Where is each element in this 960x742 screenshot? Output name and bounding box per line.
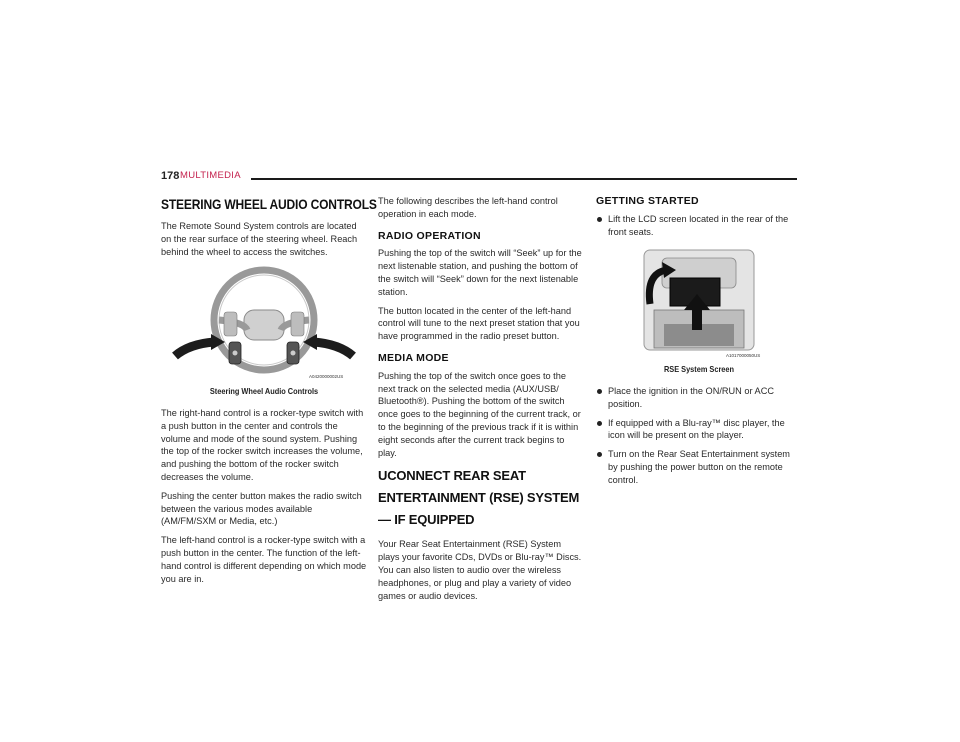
left-control-intro: The following describes the left-hand control operation in each mode. bbox=[378, 196, 558, 219]
getting-started-list-1 bbox=[596, 213, 802, 239]
bullet-icon bbox=[597, 217, 602, 222]
media-mode-heading: MEDIA MODE bbox=[378, 351, 449, 364]
radio-operation-paragraph-2: The button located in the center of the left-hand control will tune to the next preset station that you have programmed in the radio preset button. bbox=[378, 305, 580, 342]
right-control-paragraph: The right-hand control is a rocker-type switch with a push button in the center and controls the volume and mode of the sound system. Pushing the top of the rocker switch increases the volume, and pushing the bottom of the rocker switch decreases the volume. bbox=[161, 407, 364, 482]
figure-code: A0420000002US bbox=[309, 374, 344, 380]
list-item-text: Place the ignition in the ON/RUN or ACC position. bbox=[608, 385, 774, 409]
getting-started-list-2 bbox=[596, 385, 802, 487]
bullet-icon bbox=[597, 452, 602, 457]
list-item-text: Lift the LCD screen located in the rear of the front seats. bbox=[608, 213, 789, 237]
rse-paragraph: Your Rear Seat Entertainment (RSE) System plays your favorite CDs, DVDs or Blu-ray™ Discs. You can also listen to audio over the wireless headphones, or plug and play a variety of video games or audio devices. bbox=[378, 539, 582, 601]
column-2 bbox=[378, 195, 584, 608]
getting-started-heading: GETTING STARTED bbox=[596, 195, 699, 207]
steering-wheel-title: STEERING WHEEL AUDIO CONTROLS bbox=[161, 196, 377, 212]
rse-screen-illustration bbox=[604, 244, 794, 360]
section-name: MULTIMEDIA bbox=[180, 170, 241, 181]
list-item-text: Turn on the Rear Seat Entertainment system by pushing the power button on the remote control. bbox=[608, 449, 790, 485]
column-3 bbox=[596, 195, 802, 493]
bullet-icon bbox=[597, 389, 602, 394]
page-number: 178 bbox=[161, 170, 180, 182]
steering-wheel-intro: The Remote Sound System controls are located on the rear surface of the steering wheel. Reach behind the wheel to access the switches. bbox=[161, 221, 358, 257]
radio-operation-paragraph-1: Pushing the top of the switch will “Seek” up for the next listenable station, and pushing the bottom of the switch will “Seek” down for the next listenable station. bbox=[378, 248, 582, 297]
list-item bbox=[596, 448, 802, 486]
list-item bbox=[596, 213, 802, 239]
figure-caption: RSE System Screen bbox=[663, 365, 735, 375]
header-rule bbox=[251, 178, 797, 180]
column-1 bbox=[161, 195, 377, 591]
media-mode-paragraph: Pushing the top of the switch once goes to the next track on the selected media (AUX/USB/ Bluetooth®). Pushing the bottom of the switch once goes to the beginning of the current track, or to the beginning of the previous track if it is within eight seconds after the current track begins to play. bbox=[378, 370, 581, 458]
radio-operation-heading: RADIO OPERATION bbox=[378, 229, 481, 242]
figure-code: A1017000050US bbox=[726, 353, 761, 359]
list-item bbox=[596, 385, 802, 411]
steering-wheel-figure bbox=[161, 264, 367, 399]
list-item bbox=[596, 417, 802, 443]
rse-figure bbox=[596, 244, 802, 377]
bullet-icon bbox=[597, 421, 602, 426]
steering-wheel-illustration bbox=[169, 264, 359, 382]
center-button-paragraph: Pushing the center button makes the radio switch between the various modes available (AM/FM/SXM or Media, etc.) bbox=[161, 490, 362, 527]
figure-caption: Steering Wheel Audio Controls bbox=[209, 387, 319, 397]
rse-title: UCONNECT REAR SEAT ENTERTAINMENT (RSE) SYSTEM — IF EQUIPPED bbox=[378, 468, 580, 528]
left-control-paragraph: The left-hand control is a rocker-type switch with a push button in the center. The function of the left-hand control is different depending on which mode you are in. bbox=[161, 535, 367, 584]
list-item-text: If equipped with a Blu-ray™ disc player, the icon will be present on the player. bbox=[608, 417, 785, 441]
page-header bbox=[161, 170, 797, 186]
